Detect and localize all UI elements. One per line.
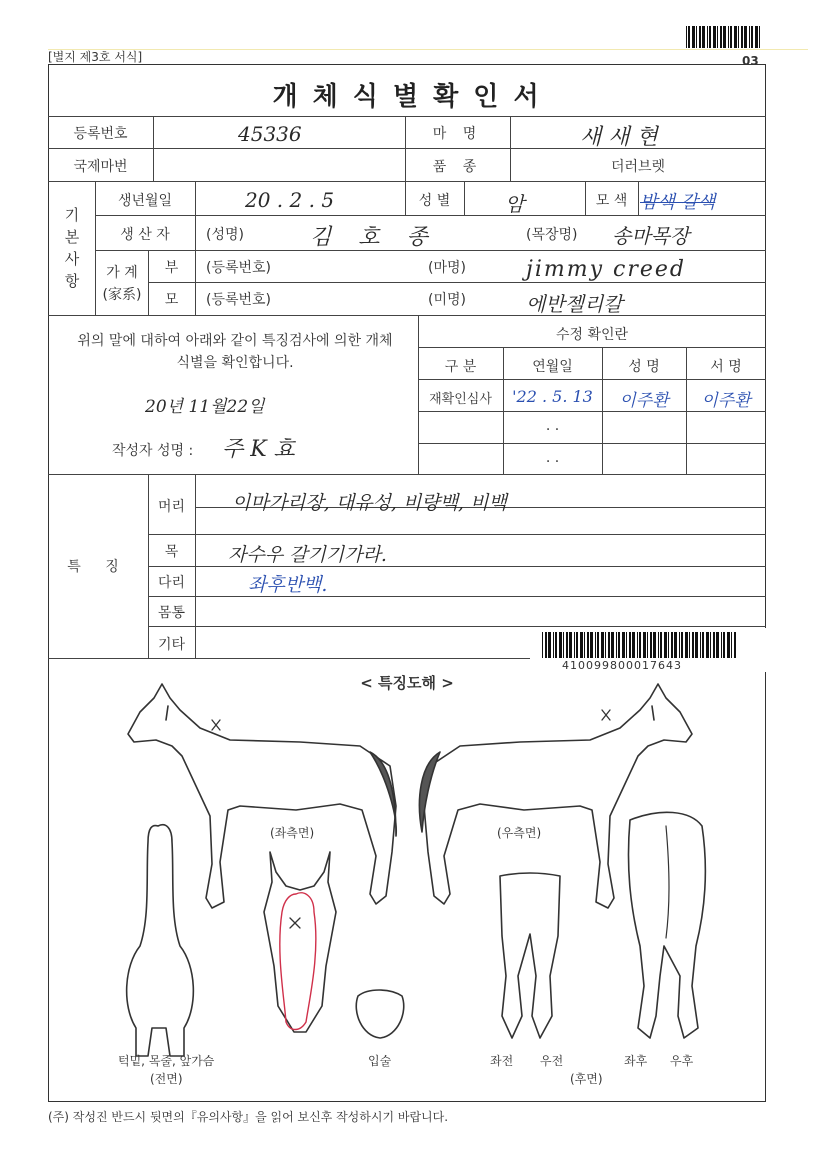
- barcode-stripe: [566, 632, 568, 658]
- color-value: 밤색 갈색: [640, 192, 716, 213]
- rule: [418, 411, 766, 412]
- barcode-stripe: [692, 632, 694, 658]
- birth-label: 생년월일: [117, 193, 173, 209]
- barcode-stripe: [545, 632, 547, 658]
- barcode-stripe: [590, 632, 593, 658]
- footnote: (주) 작성진 반드시 뒷면의『유의사항』을 읽어 보신후 작성하시기 바랍니다.: [48, 1110, 449, 1124]
- hind-right-caption: 우후: [670, 1054, 694, 1068]
- barcode-stripe: [707, 26, 708, 48]
- front-right-caption: 우전: [540, 1054, 564, 1068]
- barcode-stripe: [741, 26, 743, 48]
- barcode-stripe: [601, 632, 604, 658]
- barcode-stripe: [563, 632, 564, 658]
- front-caption: 턱밑, 목줄, 앞가슴: [118, 1054, 215, 1068]
- dam-label: 모: [164, 292, 179, 308]
- features-section-label: 특 징: [67, 559, 129, 575]
- barcode-stripe: [734, 632, 736, 658]
- barcode-stripe: [576, 632, 578, 658]
- rule: [464, 181, 465, 215]
- right-side-caption: (우측면): [497, 826, 542, 840]
- barcode-stripe: [580, 632, 583, 658]
- sire-name-value: jimmy creed: [526, 257, 686, 282]
- pedigree-label: 가 계 (家系): [102, 265, 142, 303]
- rule: [195, 181, 196, 315]
- barcode-stripe: [616, 632, 617, 658]
- revision-header-name: 성 명: [628, 359, 660, 375]
- feature-head-label: 머리: [157, 499, 186, 515]
- dam-name-label: (미명): [428, 292, 466, 308]
- feature-legs-value: 좌후반백.: [248, 574, 328, 596]
- sire-name-label: (마명): [428, 260, 466, 276]
- barcode-stripe: [730, 26, 732, 48]
- left-tail: [370, 752, 396, 836]
- barcode-stripe: [751, 26, 753, 48]
- barcode-stripe: [671, 632, 673, 658]
- producer-name-label: (성명): [206, 227, 244, 243]
- basic-section-label: 기 본 사 항: [64, 206, 80, 290]
- barcode-stripe: [688, 26, 690, 48]
- dam-name-value: 에반젤리칼: [526, 292, 623, 316]
- revision-row-sign: 이주환: [701, 391, 751, 411]
- barcode-stripe: [702, 26, 705, 48]
- rule: [418, 443, 766, 444]
- revision-row-name: 이주환: [619, 391, 669, 411]
- hind-left-caption: 좌후: [624, 1054, 648, 1068]
- barcode-stripe: [734, 26, 737, 48]
- barcode-stripe: [611, 632, 614, 658]
- barcode-stripe: [622, 632, 625, 658]
- barcode: [542, 632, 738, 658]
- revision-header-date: 연월일: [532, 359, 573, 375]
- breed-label: 품 종: [432, 159, 483, 175]
- barcode-stripe: [664, 632, 667, 658]
- confirm-date: 20년 11월22일: [145, 397, 265, 417]
- barcode-stripe: [595, 632, 596, 658]
- barcode-stripe: [692, 26, 695, 48]
- lips-caption: 입술: [368, 1054, 392, 1068]
- birth-value: 20 . 2 . 5: [245, 188, 335, 212]
- sire-reg-label: (등록번호): [206, 260, 272, 276]
- reg-no-label: 등록번호: [73, 126, 128, 142]
- barcode-stripe: [584, 632, 585, 658]
- barcode-stripe: [632, 632, 635, 658]
- barcode-stripe: [555, 632, 557, 658]
- barcode-stripe: [618, 632, 620, 658]
- barcode-stripe: [723, 26, 726, 48]
- color-label: 모 색: [595, 193, 628, 209]
- barcode-stripe: [542, 632, 543, 658]
- horse-name-label: 마 명: [432, 126, 483, 142]
- barcode-stripe: [637, 632, 638, 658]
- farm-value: 송마목장: [612, 224, 690, 248]
- lips: [356, 990, 403, 1038]
- barcode-stripe: [658, 632, 659, 658]
- barcode-stripe: [605, 632, 606, 658]
- intl-no-label: 국제마번: [73, 159, 128, 175]
- barcode-stripe: [650, 632, 652, 658]
- front-legs: [500, 873, 560, 1038]
- barcode-stripe: [668, 632, 669, 658]
- revision-row-date: . .: [545, 418, 560, 434]
- barcode-stripe: [647, 632, 648, 658]
- revision-header-type: 구 분: [444, 359, 477, 375]
- revision-title: 수정 확인란: [555, 327, 629, 343]
- feature-neck-label: 목: [164, 544, 179, 560]
- feature-head-value: 이마가리장, 대유성, 비량백, 비백: [232, 492, 507, 514]
- barcode-stripe: [569, 632, 572, 658]
- barcode-stripe: [681, 632, 683, 658]
- sex-label: 성 별: [418, 193, 451, 209]
- front-left-caption: 좌전: [490, 1054, 514, 1068]
- revision-row-date: '22 . 5. 13: [512, 387, 593, 406]
- form-label: [별지 제3호 서식]: [48, 50, 143, 64]
- barcode-stripe: [695, 632, 698, 658]
- barcode-number: 410099800017643: [562, 659, 682, 672]
- rule: [148, 626, 766, 627]
- front-chest: [127, 825, 194, 1056]
- barcode-stripe: [738, 26, 739, 48]
- rule: [48, 148, 766, 149]
- header-rule: [48, 49, 808, 50]
- rule: [48, 315, 766, 316]
- rule: [48, 181, 766, 182]
- barcode-stripe: [553, 632, 554, 658]
- feature-legs-label: 다리: [157, 575, 186, 591]
- writer-label: 작성자 성명 :: [112, 443, 194, 459]
- barcode-stripe: [626, 632, 627, 658]
- barcode-stripe: [749, 26, 750, 48]
- rule: [148, 282, 766, 283]
- barcode-stripe: [689, 632, 690, 658]
- rule: [153, 116, 154, 181]
- barcode-stripe: [597, 632, 599, 658]
- sire-label: 부: [164, 260, 179, 276]
- barcode-stripe: [639, 632, 641, 658]
- revision-row-date: . .: [545, 450, 560, 466]
- barcode-stripe: [731, 632, 732, 658]
- barcode-stripe: [679, 632, 680, 658]
- head-front: [264, 852, 336, 1032]
- sex-value: 암: [505, 192, 525, 216]
- rule: [195, 474, 196, 658]
- barcode-stripe: [755, 26, 758, 48]
- rule: [48, 474, 766, 475]
- rule: [148, 534, 766, 535]
- barcode-stripe: [686, 26, 687, 48]
- horse-name-value: 새 새 현: [580, 125, 658, 150]
- barcode-stripe: [660, 632, 662, 658]
- dam-reg-label: (등록번호): [206, 292, 272, 308]
- page-title: 개 체 식 별 확 인 서: [272, 82, 542, 112]
- revision-row-type: 재확인심사: [429, 392, 492, 407]
- revision-header-sign: 서 명: [710, 359, 742, 375]
- producer-label: 생 산 자: [120, 227, 170, 243]
- writer-value: 주 K 효: [222, 437, 295, 462]
- barcode-stripe: [702, 632, 704, 658]
- barcode-stripe: [710, 632, 711, 658]
- feature-neck-value: 자수우 갈기기가라.: [228, 544, 387, 566]
- barcode-stripe: [720, 26, 722, 48]
- barcode-stripe: [713, 632, 715, 658]
- page-number: 03: [742, 54, 759, 68]
- barcode-stripe: [574, 632, 575, 658]
- barcode-stripe: [700, 632, 701, 658]
- rule: [148, 596, 766, 597]
- barcode-stripe: [685, 632, 688, 658]
- barcode-stripe: [674, 632, 677, 658]
- barcode-stripe: [706, 632, 709, 658]
- producer-name-value: 김 호 종: [310, 225, 438, 250]
- right-side-horse: [424, 684, 692, 908]
- barcode-stripe: [653, 632, 656, 658]
- barcode-stripe: [643, 632, 646, 658]
- right-tail: [419, 752, 440, 832]
- left-side-caption: (좌측면): [270, 826, 315, 840]
- barcode-stripe: [716, 632, 719, 658]
- barcode-stripe: [559, 632, 562, 658]
- barcode-stripe: [727, 632, 730, 658]
- barcode-stripe: [744, 26, 747, 48]
- breed-value: 더러브렛: [610, 159, 666, 175]
- barcode-stripe: [728, 26, 729, 48]
- top-barcode: [686, 26, 762, 48]
- barcode-stripe: [696, 26, 697, 48]
- rule: [48, 116, 766, 117]
- feature-body-label: 몸통: [157, 605, 186, 621]
- barcode-stripe: [548, 632, 551, 658]
- barcode-stripe: [721, 632, 722, 658]
- feature-other-label: 기타: [157, 637, 186, 653]
- rear-subcaption: (후면): [570, 1072, 603, 1086]
- barcode-stripe: [723, 632, 725, 658]
- barcode-stripe: [699, 26, 701, 48]
- rule: [418, 379, 766, 380]
- barcode-stripe: [587, 632, 589, 658]
- confirm-statement: 위의 말에 대하여 아래와 같이 특징검사에 의한 개체식별을 확인합니다.: [77, 333, 393, 371]
- barcode-stripe: [709, 26, 711, 48]
- farm-label: (목장명): [526, 227, 578, 243]
- reg-no-value: 45336: [238, 122, 302, 146]
- front-subcaption: (전면): [150, 1072, 183, 1086]
- diagram-title: < 특징도해 >: [360, 674, 454, 692]
- barcode-stripe: [629, 632, 631, 658]
- rule: [418, 347, 766, 348]
- left-side-horse: [128, 684, 396, 908]
- barcode-stripe: [717, 26, 718, 48]
- barcode-stripe: [608, 632, 610, 658]
- barcode-stripe: [759, 26, 760, 48]
- barcode-stripe: [713, 26, 716, 48]
- horse-diagram: [100, 676, 740, 1096]
- rule: [638, 181, 639, 215]
